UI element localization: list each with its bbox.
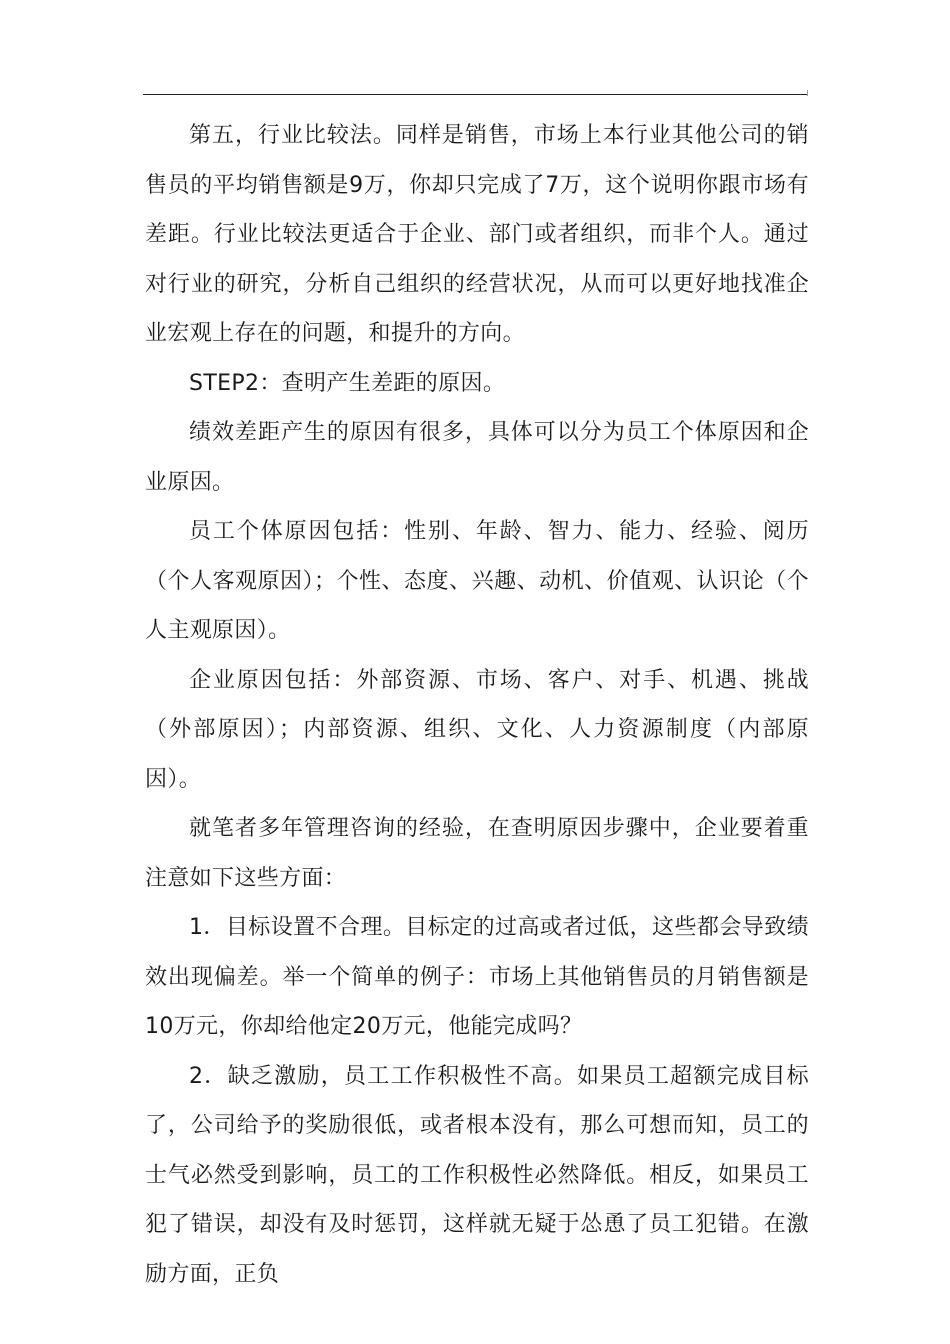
header-rule-end-mark [807,90,808,96]
paragraph-point-2-incentives: 2．缺乏激励，员工工作积极性不高。如果员工超额完成目标了，公司给予的奖励很低，或者根本没有，那么可想而知，员工的士气必然受到影响，员工的工作积极性必然降低。相反，如果员工犯了错误，却没有及时惩罚，这样就无疑于怂恿了员工犯错。在激励方面，正负 [145,1063,809,1287]
paragraph-enterprise-causes: 企业原因包括：外部资源、市场、客户、对手、机遇、挑战（外部原因）；内部资源、组织、文化、人力资源制度（内部原因）。 [145,667,809,792]
document-body [145,111,809,1299]
header-rule [143,94,808,95]
paragraph-individual-causes: 员工个体原因包括：性别、年龄、智力、能力、经验、阅历（个人客观原因）；个性、态度、兴趣、动机、价值观、认识论（个人主观原因）。 [145,519,809,643]
paragraph-step2-heading: STEP2：查明产生差距的原因。 [189,370,506,396]
paragraph-consulting-experience: 就笔者多年管理咨询的经验，在查明原因步骤中，企业要着重注意如下这些方面： [145,816,809,891]
paragraph-industry-comparison: 第五，行业比较法。同样是销售，市场上本行业其他公司的销售员的平均销售额是9万，你却只完成了7万，这个说明你跟市场有差距。行业比较法更适合于企业、部门或者组织，而非个人。通过对行业的研究，分析自己组织的经营状况，从而可以更好地找准企业宏观上存在的问题，和提升的方向。 [145,123,809,346]
paragraph-gap-causes: 绩效差距产生的原因有很多，具体可以分为员工个体原因和企业原因。 [145,420,809,495]
paragraph-point-1-goal-setting: 1．目标设置不合理。目标定的过高或者过低，这些都会导致绩效出现偏差。举一个简单的例子：市场上其他销售员的月销售额是10万元，你却给他定20万元，他能完成吗？ [145,915,809,1039]
